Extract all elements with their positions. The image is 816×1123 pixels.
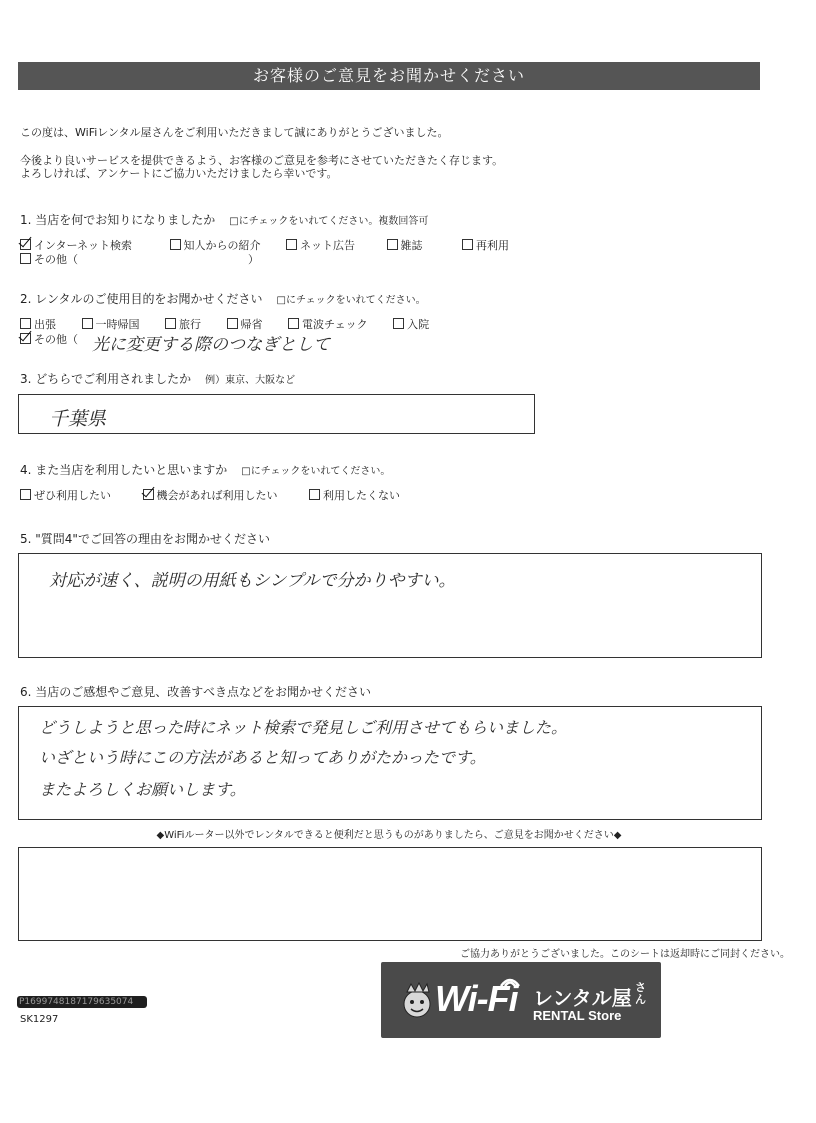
- checkbox[interactable]: [286, 239, 297, 250]
- q3-handwritten: 千葉県: [49, 408, 107, 430]
- q4-note: □にチェックをいれてください。: [241, 466, 391, 477]
- option-label: 雑誌: [400, 239, 423, 252]
- q1-note: □にチェックをいれてください。複数回答可: [229, 216, 429, 227]
- mascot-icon: [399, 980, 435, 1020]
- checkbox[interactable]: [170, 239, 181, 250]
- checkbox[interactable]: [165, 318, 176, 329]
- logo-jp-text: レンタル屋: [533, 986, 632, 1010]
- q6-handwritten-line-2: いざという時にこの方法があると知ってありがたかったです。: [39, 748, 486, 767]
- q5-answer-box[interactable]: [18, 553, 762, 658]
- option-label: 入院: [407, 318, 430, 331]
- option-label: 利用したくない: [323, 489, 400, 502]
- option-label: 再利用: [476, 239, 510, 252]
- other-label: その他（: [34, 333, 78, 346]
- q4-heading: [20, 461, 390, 478]
- q6-answer-box[interactable]: [18, 706, 762, 820]
- logo-en-text: RENTAL Store: [533, 1008, 622, 1023]
- q2-other[interactable]: [20, 331, 78, 347]
- checkbox[interactable]: [462, 239, 473, 250]
- q4-option-if-chance[interactable]: [143, 487, 278, 503]
- intro-line-1: この度は、WiFiレンタル屋さんをご利用いただきまして誠にありがとうございました。: [20, 126, 449, 139]
- q1-option-reuse[interactable]: [462, 237, 509, 253]
- q1-other[interactable]: [20, 251, 259, 267]
- q7-heading: ◆WiFiルーター以外でレンタルできると便利だと思うものがありましたら、ご意見をお聞かせください◆: [156, 830, 622, 841]
- checkbox[interactable]: [288, 318, 299, 329]
- checkbox[interactable]: [309, 489, 320, 500]
- q3-note: 例）東京、大阪など: [205, 375, 296, 386]
- q2-label: 2. レンタルのご使用目的をお聞かせください: [20, 292, 263, 306]
- option-label: 帰省: [240, 318, 263, 331]
- q3-heading: [20, 370, 295, 387]
- option-label: 知人からの紹介: [183, 239, 261, 252]
- q2-option-hospital[interactable]: [393, 316, 429, 332]
- intro-line-2: 今後より良いサービスを提供できるよう、お客様のご意見を参考にさせていただきたく存じます。: [20, 154, 504, 167]
- q1-heading: [20, 211, 428, 228]
- option-label: 機会があれば利用したい: [156, 489, 278, 502]
- footer-thanks: ご協力ありがとうございました。このシートは返却時にご同封ください。: [460, 949, 790, 960]
- option-label: ぜひ利用したい: [34, 489, 111, 502]
- page-title: お客様のご意見をお聞かせください: [18, 62, 760, 90]
- q4-option-definitely[interactable]: [20, 487, 111, 503]
- checkbox[interactable]: [82, 318, 93, 329]
- option-label: 一時帰国: [95, 318, 140, 331]
- option-label: 出張: [34, 318, 56, 331]
- q3-label: 3. どちらでご利用されましたか: [20, 372, 192, 386]
- option-label: ネット広告: [300, 239, 356, 252]
- q5-heading: 5. "質問4"でご回答の理由をお聞かせください: [20, 532, 270, 546]
- intro-line-3: よろしければ、アンケートにご協力いただけましたら幸いです。: [20, 167, 338, 180]
- q5-handwritten: 対応が速く、説明の用紙もシンプルで分かりやすい。: [49, 571, 456, 591]
- q2-heading: [20, 290, 426, 307]
- wifi-signal-icon: [499, 972, 521, 988]
- q2-other-handwritten: 光に変更する際のつなぎとして: [92, 335, 330, 355]
- q4-options: [20, 487, 422, 503]
- wifi-rental-logo: [381, 962, 661, 1038]
- option-label: 電波チェック: [302, 318, 368, 331]
- other-label: その他（: [34, 253, 78, 266]
- q6-heading: 6. 当店のご感想やご意見、改善すべき点などをお聞かせください: [20, 685, 372, 699]
- q4-option-no[interactable]: [309, 487, 400, 503]
- q2-note: □にチェックをいれてください。: [276, 295, 426, 306]
- q1-option-ad[interactable]: [286, 237, 355, 253]
- checkbox[interactable]: [393, 318, 404, 329]
- checkbox[interactable]: [20, 489, 31, 500]
- checkbox[interactable]: [387, 239, 398, 250]
- q6-handwritten-line-3: またよろしくお願いします。: [39, 780, 246, 799]
- q7-answer-box[interactable]: [18, 847, 762, 941]
- option-label: インターネット検索: [34, 239, 133, 252]
- checkbox-checked[interactable]: [20, 239, 31, 250]
- logo-san-text: さん: [635, 981, 646, 1006]
- checkbox[interactable]: [20, 253, 31, 264]
- checkbox-checked[interactable]: [143, 489, 154, 500]
- q1-option-magazine[interactable]: [387, 237, 423, 253]
- q3-answer-box[interactable]: [18, 394, 535, 434]
- q6-handwritten-line-1: どうしようと思った時にネット検索で発見しご利用させてもらいました。: [39, 718, 568, 737]
- q4-label: 4. また当店を利用したいと思いますか: [20, 463, 228, 477]
- option-label: 旅行: [179, 318, 201, 331]
- checkbox[interactable]: [227, 318, 238, 329]
- serial-redacted: P1699748187179635074: [17, 996, 147, 1008]
- logo-wifi-text: Wi-Fi: [435, 978, 518, 1019]
- q1-label: 1. 当店を何でお知りになりましたか: [20, 213, 216, 227]
- checkbox-checked[interactable]: [20, 333, 31, 344]
- form-code: SK1297: [20, 1014, 59, 1025]
- other-close: ）: [248, 253, 259, 266]
